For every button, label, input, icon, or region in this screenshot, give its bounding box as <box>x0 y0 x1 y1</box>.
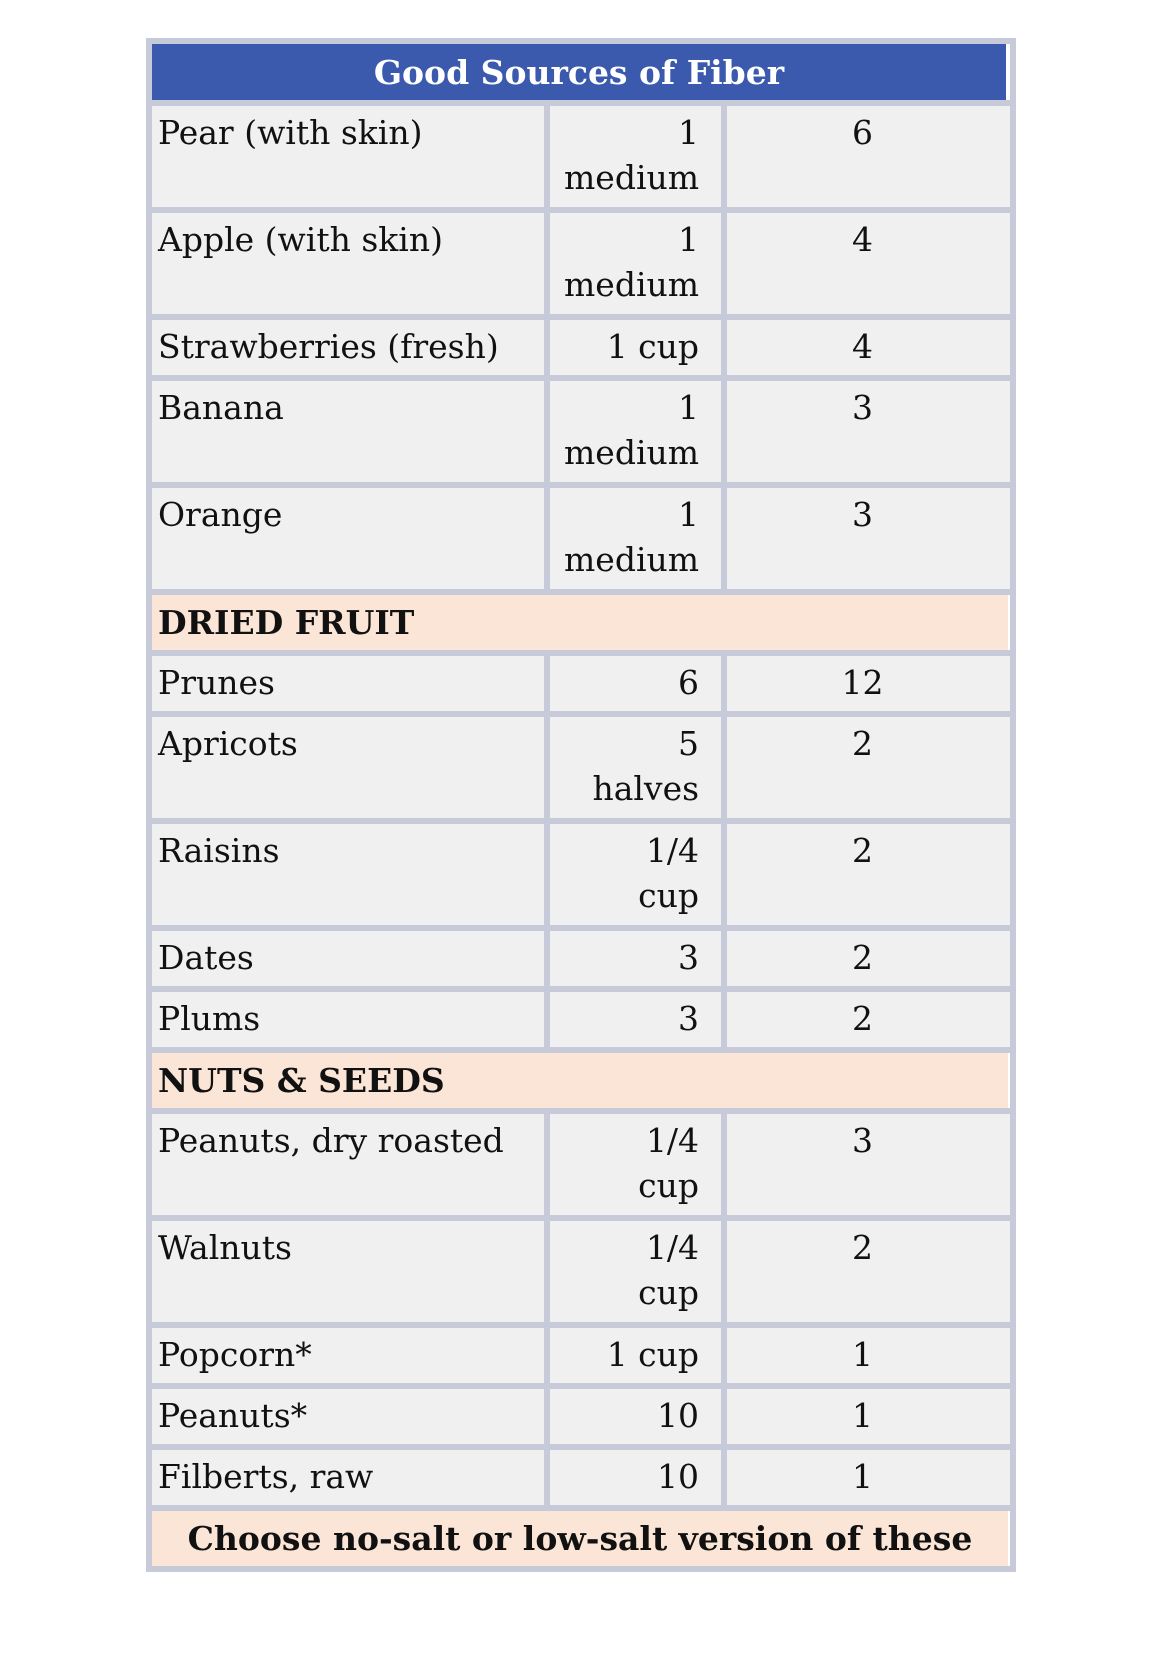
fiber-grams-cell: 3 <box>727 1114 1010 1215</box>
serving-size-line: 1/4 <box>645 1228 700 1267</box>
serving-size-text <box>638 828 699 918</box>
section-header: DRIED FRUIT <box>152 595 1010 650</box>
serving-size-line: medium <box>564 265 700 304</box>
table-row <box>152 1221 1010 1322</box>
serving-size-line: cup <box>638 876 700 915</box>
serving-size-line: cup <box>638 1273 700 1312</box>
serving-size-line: medium <box>564 158 700 197</box>
serving-size-line: 1/4 <box>645 1121 700 1160</box>
table-row <box>152 106 1010 207</box>
serving-size-text <box>678 935 699 980</box>
serving-size-cell <box>550 824 721 925</box>
fiber-grams-cell: 2 <box>727 992 1010 1047</box>
fiber-grams-cell: 6 <box>727 106 1010 207</box>
fiber-table <box>146 38 1016 1572</box>
serving-size-text <box>678 996 699 1041</box>
serving-size-text <box>564 110 699 200</box>
serving-size-cell <box>550 1450 721 1505</box>
food-name-cell: Banana <box>152 381 544 482</box>
serving-size-cell <box>550 1328 721 1383</box>
fiber-grams-cell: 2 <box>727 1221 1010 1322</box>
serving-size-line: medium <box>564 433 700 472</box>
serving-size-line: 1 cup <box>606 1335 700 1374</box>
serving-size-cell <box>550 1221 721 1322</box>
table-row <box>152 931 1010 986</box>
fiber-grams-cell: 3 <box>727 381 1010 482</box>
serving-size-text <box>678 660 699 705</box>
table-title: Good Sources of Fiber <box>152 44 1010 100</box>
fiber-grams-cell: 3 <box>727 488 1010 589</box>
table-body <box>152 106 1010 1505</box>
serving-size-line: medium <box>564 540 700 579</box>
food-name-cell: Pear (with skin) <box>152 106 544 207</box>
footer-note: Choose no-salt or low-salt version of these <box>152 1511 1010 1566</box>
fiber-grams-cell: 12 <box>727 656 1010 711</box>
table-row <box>152 824 1010 925</box>
serving-size-cell <box>550 488 721 589</box>
serving-size-text <box>657 1393 699 1438</box>
table-row <box>152 1114 1010 1215</box>
serving-size-line: 1 <box>678 220 700 259</box>
food-name-cell: Peanuts* <box>152 1389 544 1444</box>
section-header: NUTS & SEEDS <box>152 1053 1010 1108</box>
serving-size-cell <box>550 656 721 711</box>
fiber-grams-cell: 2 <box>727 824 1010 925</box>
serving-size-cell <box>550 213 721 314</box>
food-name-cell: Popcorn* <box>152 1328 544 1383</box>
food-name-cell: Raisins <box>152 824 544 925</box>
serving-size-line: 5 <box>678 724 700 763</box>
fiber-grams-cell: 1 <box>727 1450 1010 1505</box>
serving-size-cell <box>550 1389 721 1444</box>
serving-size-text <box>592 721 699 811</box>
food-name-cell: Orange <box>152 488 544 589</box>
serving-size-cell <box>550 717 721 818</box>
serving-size-line: 10 <box>657 1457 700 1496</box>
food-name-cell: Dates <box>152 931 544 986</box>
fiber-grams-cell: 2 <box>727 931 1010 986</box>
fiber-grams-cell: 4 <box>727 213 1010 314</box>
serving-size-line: 1 <box>678 113 700 152</box>
food-name-cell: Strawberries (fresh) <box>152 320 544 375</box>
serving-size-text <box>607 1332 699 1377</box>
serving-size-text <box>564 492 699 582</box>
table-row <box>152 381 1010 482</box>
serving-size-line: 1 <box>678 388 700 427</box>
serving-size-text <box>638 1118 699 1208</box>
food-name-cell: Filberts, raw <box>152 1450 544 1505</box>
serving-size-text <box>638 1225 699 1315</box>
serving-size-line: 6 <box>678 663 700 702</box>
serving-size-cell <box>550 320 721 375</box>
serving-size-text <box>564 217 699 307</box>
serving-size-cell <box>550 992 721 1047</box>
serving-size-cell <box>550 381 721 482</box>
table-row <box>152 656 1010 711</box>
serving-size-line: 3 <box>678 938 700 977</box>
table-row <box>152 488 1010 589</box>
table-row <box>152 1328 1010 1383</box>
serving-size-line: halves <box>592 769 700 808</box>
table-row <box>152 320 1010 375</box>
serving-size-line: 1 <box>678 495 700 534</box>
serving-size-line: cup <box>638 1166 700 1205</box>
serving-size-text <box>564 385 699 475</box>
food-name-cell: Apple (with skin) <box>152 213 544 314</box>
table-row <box>152 992 1010 1047</box>
table-row <box>152 1389 1010 1444</box>
table-row <box>152 717 1010 818</box>
serving-size-line: 1 cup <box>606 327 700 366</box>
food-name-cell: Peanuts, dry roasted <box>152 1114 544 1215</box>
food-name-cell: Plums <box>152 992 544 1047</box>
serving-size-line: 10 <box>657 1396 700 1435</box>
serving-size-line: 3 <box>678 999 700 1038</box>
table-row <box>152 1450 1010 1505</box>
food-name-cell: Prunes <box>152 656 544 711</box>
serving-size-cell <box>550 931 721 986</box>
fiber-grams-cell: 2 <box>727 717 1010 818</box>
fiber-grams-cell: 1 <box>727 1328 1010 1383</box>
food-name-cell: Apricots <box>152 717 544 818</box>
serving-size-text <box>607 324 699 369</box>
fiber-grams-cell: 1 <box>727 1389 1010 1444</box>
serving-size-cell <box>550 1114 721 1215</box>
fiber-grams-cell: 4 <box>727 320 1010 375</box>
serving-size-cell <box>550 106 721 207</box>
table-row <box>152 213 1010 314</box>
food-name-cell: Walnuts <box>152 1221 544 1322</box>
serving-size-text <box>657 1454 699 1499</box>
serving-size-line: 1/4 <box>645 831 700 870</box>
